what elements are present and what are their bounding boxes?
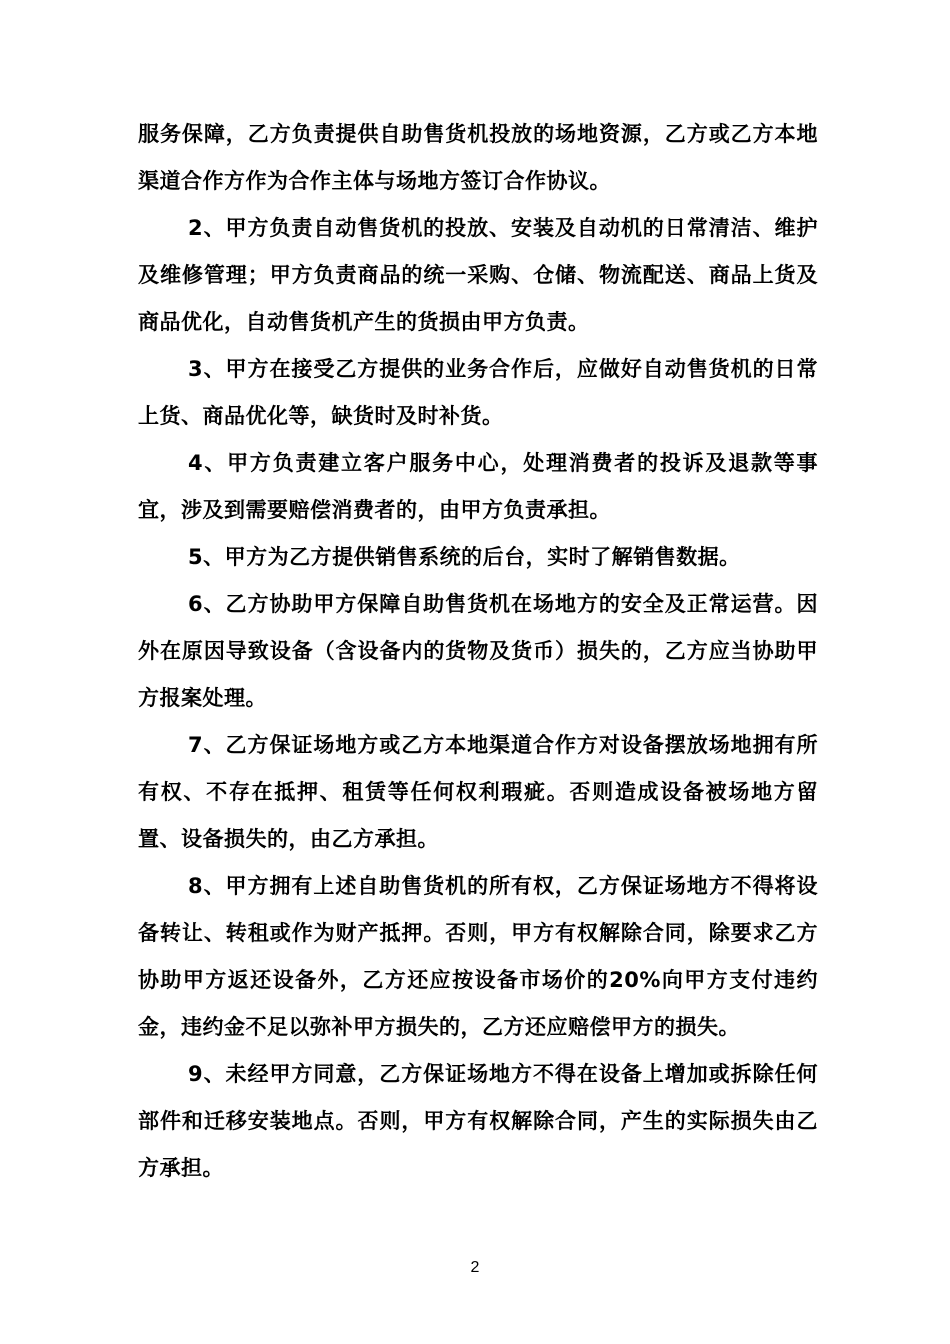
paragraph-continuation: 服务保障，乙方负责提供自助售货机投放的场地资源，乙方或乙方本地渠道合作方作为合作主体与场地方签订合作协议。 [138, 122, 818, 193]
paragraph-clause-5: 5、甲方为乙方提供销售系统的后台，实时了解销售数据。 [188, 545, 741, 569]
paragraph-clause-9: 9、未经甲方同意，乙方保证场地方不得在设备上增加或拆除任何部件和迁移安装地点。否则，甲方有权解除合同，产生的实际损失由乙方承担。 [138, 1062, 818, 1180]
paragraph-clause-2: 2、甲方负责自动售货机的投放、安装及自动机的日常清洁、维护及维修管理；甲方负责商品的统一采购、仓储、物流配送、商品上货及商品优化，自动售货机产生的货损由甲方负责。 [138, 216, 818, 334]
paragraph-clause-7: 7、乙方保证场地方或乙方本地渠道合作方对设备摆放场地拥有所有权、不存在抵押、租赁等任何权利瑕疵。否则造成设备被场地方留置、设备损失的，由乙方承担。 [138, 733, 818, 851]
paragraph-clause-8: 8、甲方拥有上述自助售货机的所有权，乙方保证场地方不得将设备转让、转租或作为财产抵押。否则，甲方有权解除合同，除要求乙方协助甲方返还设备外，乙方还应按设备市场价的20%向甲方支付违约金，违约金不足以弥补甲方损失的，乙方还应赔偿甲方的损失。 [138, 874, 818, 1039]
paragraph-clause-4: 4、甲方负责建立客户服务中心，处理消费者的投诉及退款等事宜，涉及到需要赔偿消费者的，由甲方负责承担。 [138, 451, 818, 522]
paragraph-clause-6: 6、乙方协助甲方保障自助售货机在场地方的安全及正常运营。因外在原因导致设备（含设备内的货物及货币）损失的，乙方应当协助甲方报案处理。 [138, 592, 818, 710]
document-body [138, 111, 818, 1192]
paragraph-clause-3: 3、甲方在接受乙方提供的业务合作后，应做好自动售货机的日常上货、商品优化等，缺货时及时补货。 [138, 357, 818, 428]
page-number: 2 [470, 1259, 480, 1276]
